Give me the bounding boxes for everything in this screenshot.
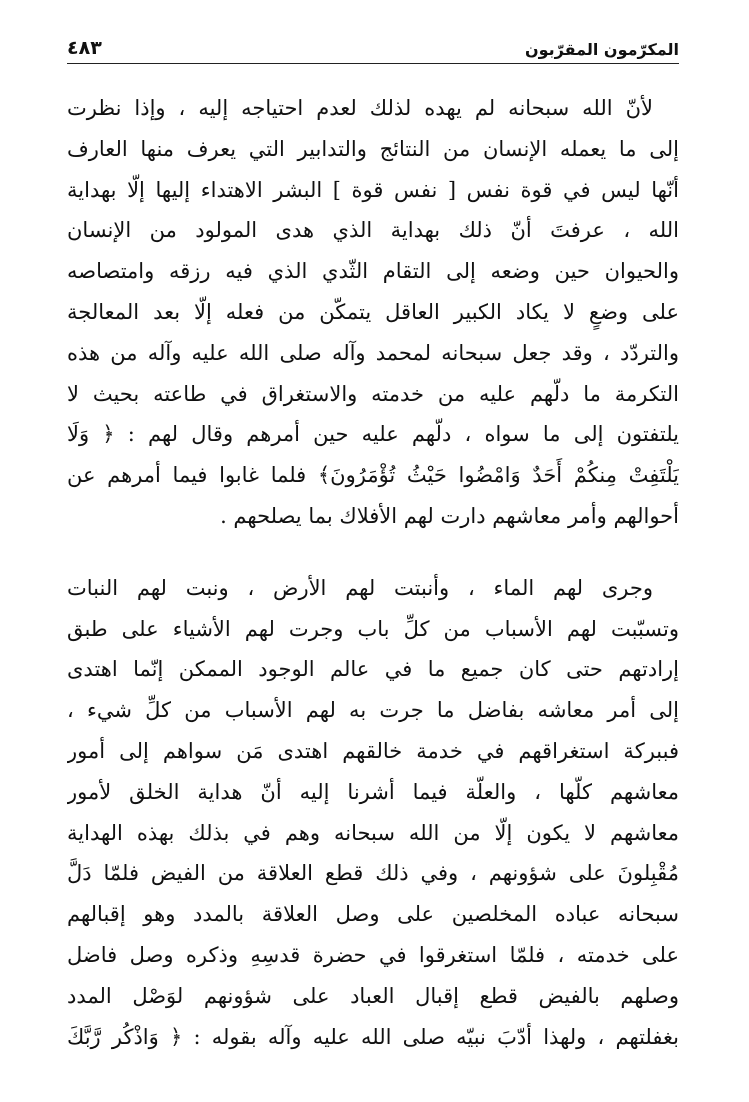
running-title: المكرّمون المقرّبون bbox=[524, 40, 679, 59]
text-line: أنّها ليس في قوة نفس [ نفس قوة ] البشر الاهتداء إليها إلّا بهداية bbox=[67, 177, 679, 202]
text-line: وصلهم بالفيض قطع إقبال العباد على شؤونهم لوَصْل المدد bbox=[67, 983, 679, 1008]
page-number: ٤٨٣ bbox=[67, 37, 102, 59]
text-line: وتسبّبت لهم الأسباب من كلِّ باب وجرت لهم الأشياء على طبق bbox=[67, 616, 679, 641]
text-line: على خدمته ، فلمّا استغرقوا في حضرة قدسِهِ وذكره وصل فاضل bbox=[67, 942, 679, 967]
paragraph-spacer bbox=[67, 537, 679, 568]
body-text bbox=[67, 88, 679, 1057]
page-header bbox=[67, 26, 679, 64]
text-line: معاشهم لا يكون إلّا من الله سبحانه وهم في بذلك بهذه الهداية bbox=[67, 820, 679, 845]
text-line: سبحانه عباده المخلصين على وصل العلاقة بالمدد وهو إقبالهم bbox=[67, 902, 679, 927]
text-line: على وضعٍ لا يكاد الكبير العاقل يتمكّن من فعله إلّا بعد المعالجة bbox=[67, 299, 679, 324]
paragraph-1 bbox=[67, 88, 679, 537]
text-line: معاشهم كلّها ، والعلّة فيما أشرنا إليه أنّ هداية الخلق لأمور bbox=[67, 779, 679, 804]
text-line: إلى أمر معاشه بفاضل ما جرت به لهم الأسباب من كلِّ شيء ، bbox=[67, 698, 679, 723]
text-line: أحوالهم وأمر معاشهم دارت لهم الأفلاك بما يصلحهم . bbox=[220, 503, 679, 528]
text-line: بغفلتهم ، ولهذا أدّبَ نبيّه صلى الله عليه وآله بقوله : ﴿ وَاذْكُر رَّبَّكَ bbox=[67, 1024, 679, 1049]
text-line: وجرى لهم الماء ، وأنبتت لهم الأرض ، ونبت لهم النبات bbox=[67, 575, 653, 600]
text-line: مُقْبِلونَ على شؤونهم ، وفي ذلك قطع العلاقة من الفيض فلمّا دَلَّ bbox=[67, 861, 679, 886]
text-line: الله ، عرفتَ أنّ ذلك بهداية الذي هدى المولود من الإنسان bbox=[67, 218, 679, 243]
text-line: لأنّ الله سبحانه لم يهده لذلك لعدم احتياجه إليه ، وإذا نظرت bbox=[67, 96, 653, 120]
text-line: والتردّد ، وقد جعل سبحانه لمحمد وآله صلى الله عليه وآله من هذه bbox=[67, 340, 679, 365]
text-line: التكرمة ما دلّهم عليه من خدمته والاستغراق في طاعته بحيث لا bbox=[67, 381, 679, 406]
text-line: والحيوان حين وضعه إلى التقام الثّدي الذي فيه رزقه وامتصاصه bbox=[67, 259, 679, 284]
text-line: إرادتهم حتى كان جميع ما في عالم الوجود الممكن إنّما اهتدى bbox=[67, 657, 679, 682]
text-line: فببركة استغراقهم في خدمة خالقهم اهتدى مَن سواهم إلى أمور bbox=[67, 738, 679, 763]
paragraph-2 bbox=[67, 568, 679, 1058]
text-line: يلتفتون إلى ما سواه ، دلّهم عليه حين أمرهم وقال لهم : ﴿ وَلَا bbox=[67, 422, 679, 447]
text-line: يَلْتَفِتْ مِنكُمْ أَحَدٌ وَامْضُوا حَيْثُ تُؤْمَرُونَ﴾ فلما غابوا فيما أمرهم عن bbox=[67, 463, 679, 488]
text-line: إلى ما يعمله الإنسان من النتائج والتدابير التي يعرف منها العارف bbox=[67, 136, 679, 161]
